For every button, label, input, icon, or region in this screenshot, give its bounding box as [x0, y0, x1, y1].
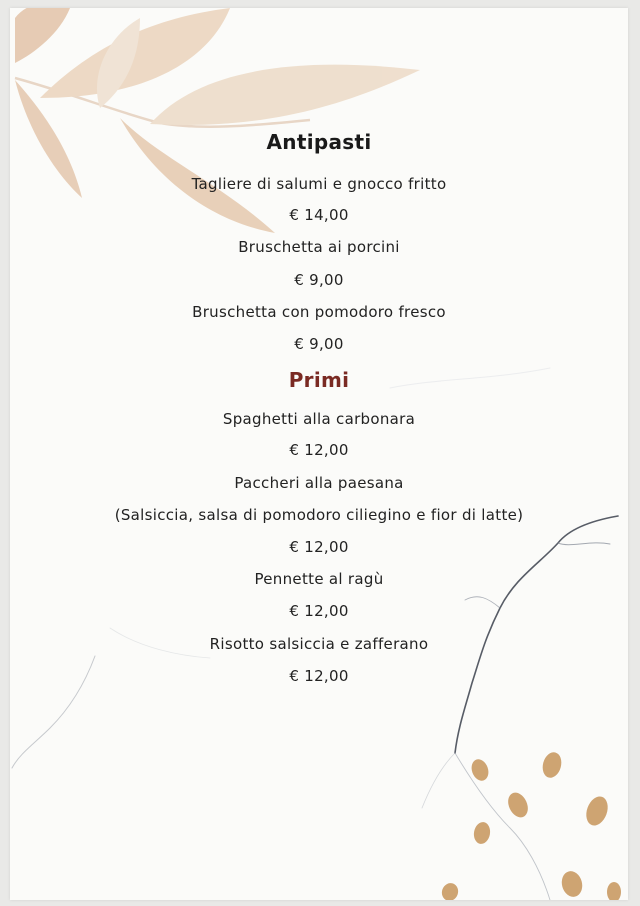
menu-item-name: Pennette al ragù: [254, 570, 384, 588]
menu-item-price: € 9,00: [294, 335, 344, 353]
section-title-primi: Primi: [288, 368, 350, 392]
menu-item-price: € 12,00: [289, 602, 349, 620]
section-title-antipasti: Antipasti: [266, 130, 372, 154]
menu-item-description: (Salsiccia, salsa di pomodoro ciliegino e fior di latte): [114, 506, 524, 524]
menu-item-price: € 12,00: [289, 538, 349, 556]
menu-item-price: € 12,00: [289, 441, 349, 459]
menu-item-name: Paccheri alla paesana: [234, 474, 404, 492]
menu-item-price: € 9,00: [294, 271, 344, 289]
menu-item-name: Bruschetta ai porcini: [238, 238, 400, 256]
menu-item-name: Bruschetta con pomodoro fresco: [192, 303, 446, 321]
menu-item-price: € 12,00: [289, 667, 349, 685]
menu-item-name: Tagliere di salumi e gnocco fritto: [191, 175, 447, 193]
menu-page: [10, 8, 628, 900]
menu-content: [10, 8, 628, 900]
menu-item-price: € 14,00: [289, 206, 349, 224]
menu-item-name: Risotto salsiccia e zafferano: [209, 635, 429, 653]
menu-item-name: Spaghetti alla carbonara: [222, 410, 416, 428]
